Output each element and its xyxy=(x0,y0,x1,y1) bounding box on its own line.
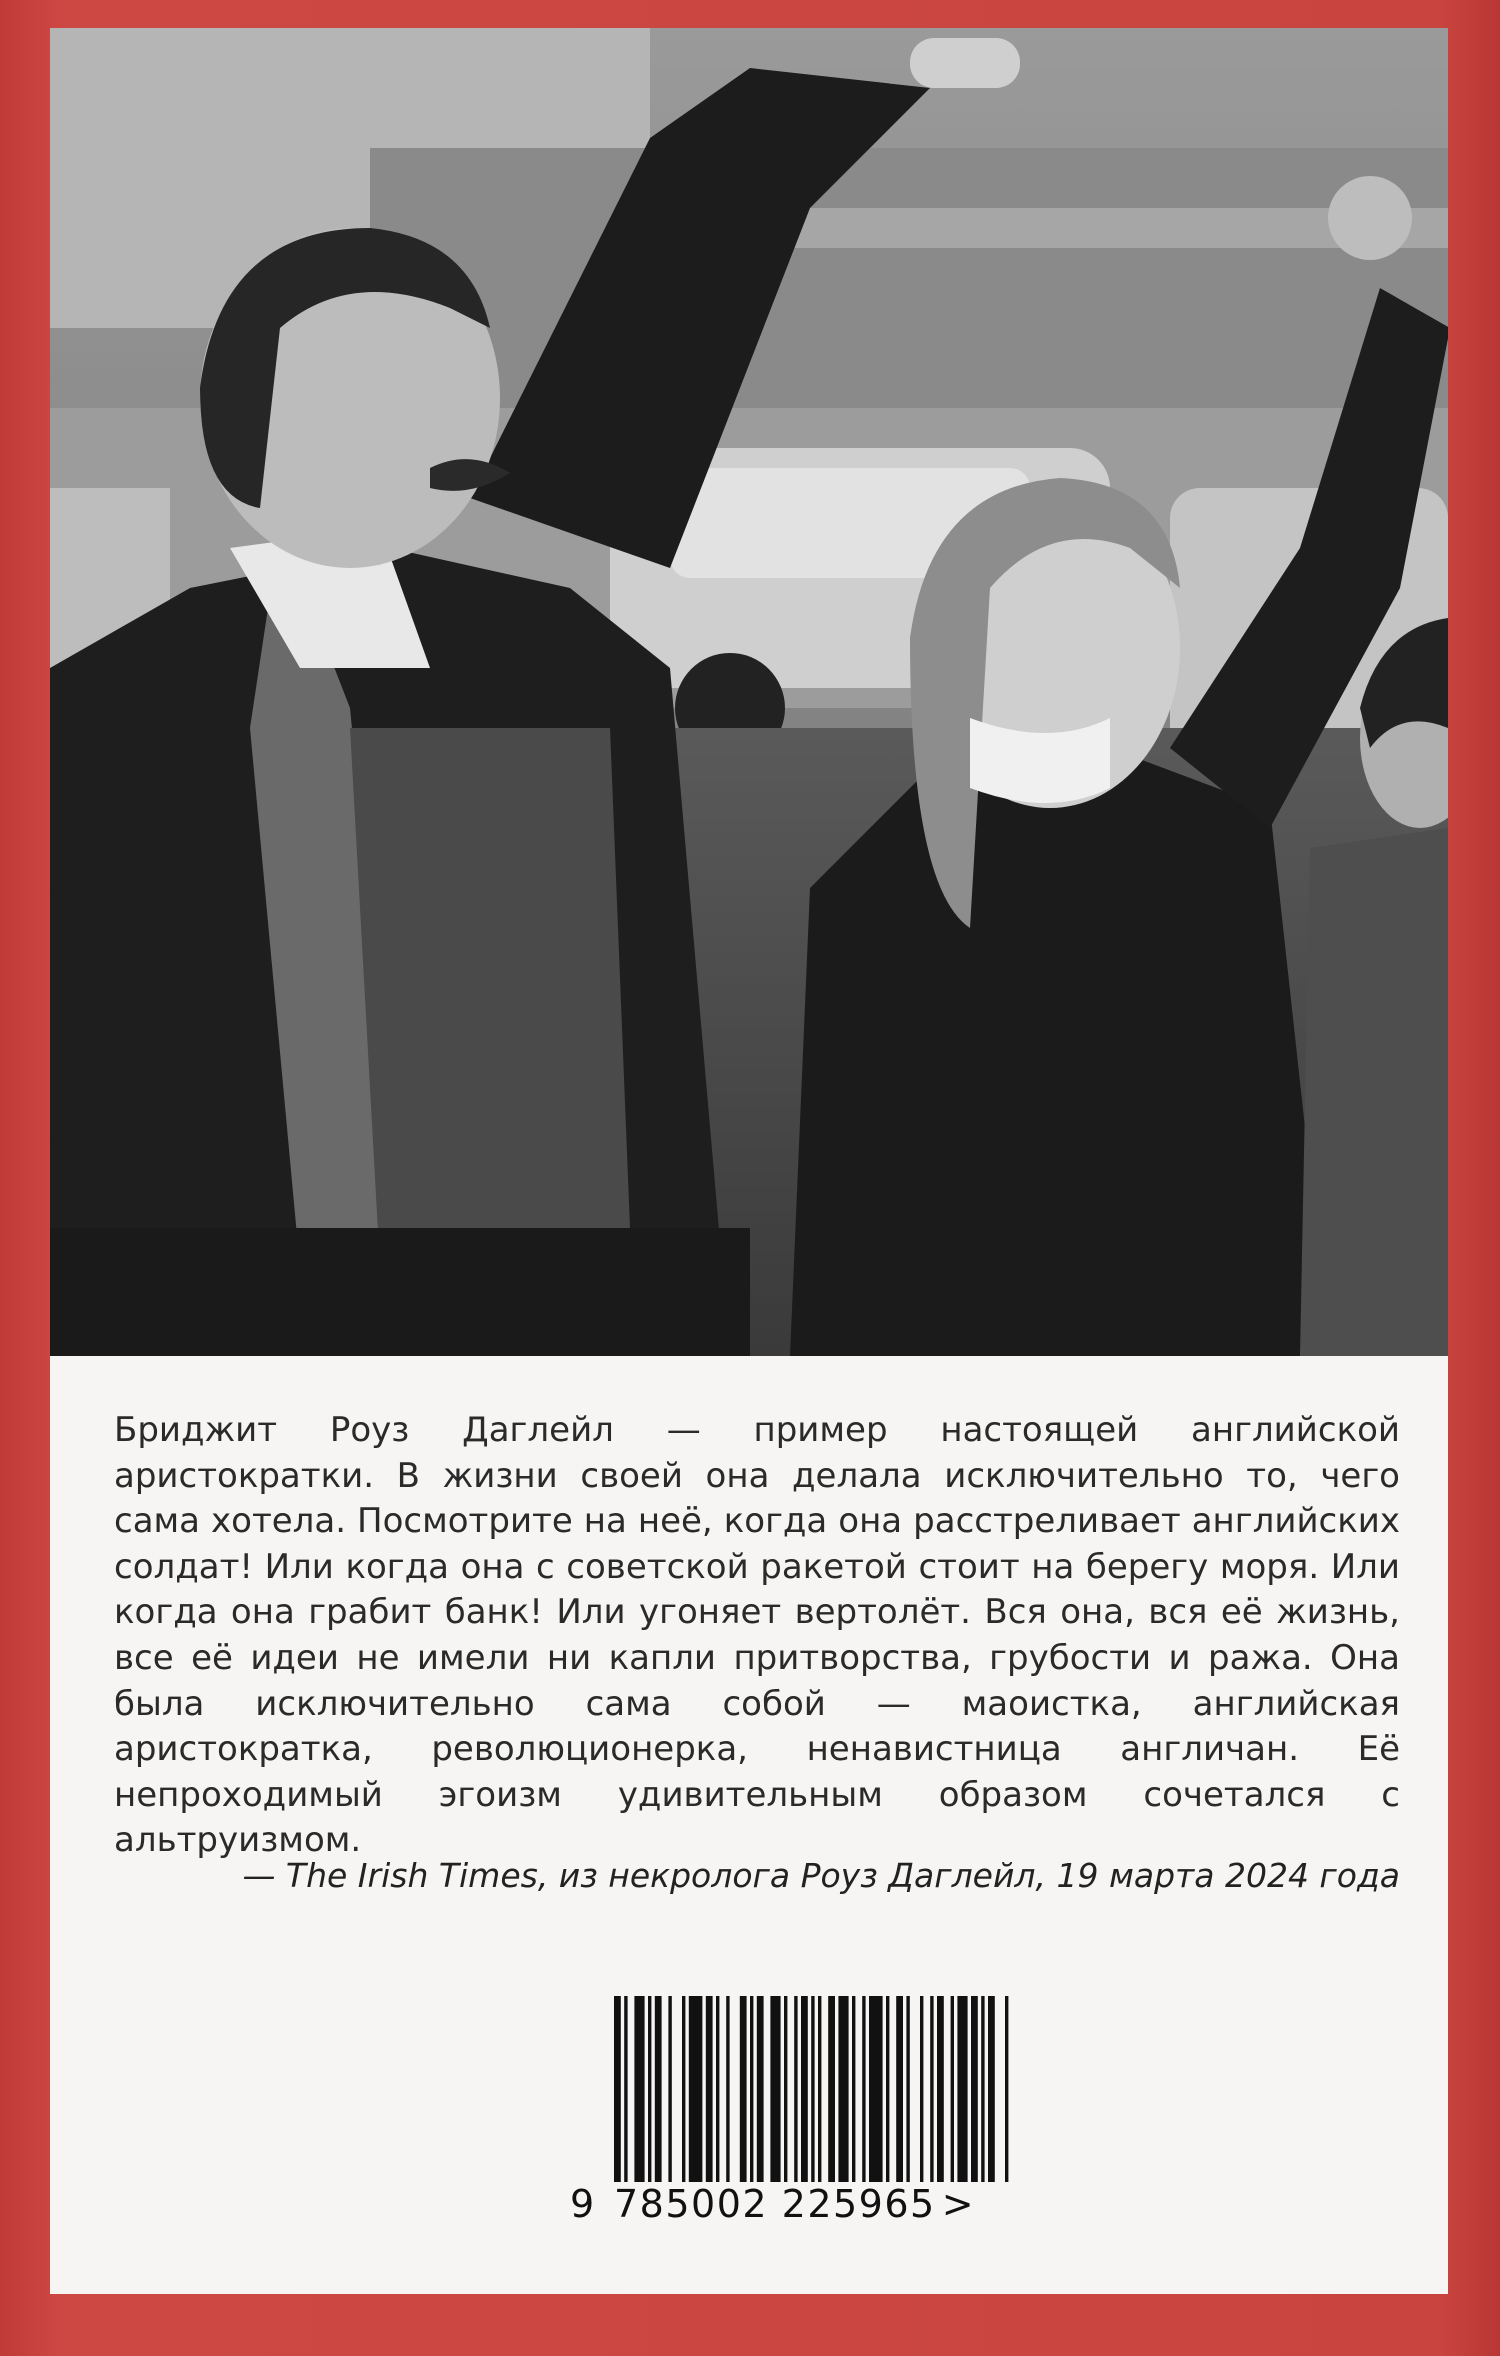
barcode-bar xyxy=(784,1996,787,2182)
barcode-bars xyxy=(570,1996,1040,2182)
barcode-bar xyxy=(828,1996,835,2182)
barcode-bar xyxy=(981,1996,984,2182)
barcode-bar xyxy=(838,1996,848,2182)
barcode-bar xyxy=(930,1996,933,2182)
barcode-bar xyxy=(937,1996,944,2182)
barcode-bar xyxy=(668,1996,671,2182)
isbn-barcode xyxy=(570,1996,1040,2236)
barcode-digits xyxy=(614,2182,975,2226)
barcode-bar xyxy=(801,1996,808,2182)
barcode-bar xyxy=(971,1996,978,2182)
barcode-bar xyxy=(740,1996,747,2182)
barcode-bar xyxy=(648,1996,651,2182)
barcode-bar xyxy=(726,1996,729,2182)
blurb-text: Бриджит Роуз Даглейл — пример настоящей английской аристократки. В жизни своей она делала исключительно то, чего сама хотела. Посмотрите на неё, когда она расстреливает английских солдат! Или когда она с советской ракетой стоит на берегу моря. Или когда она грабит банк! Или угоняет вертолёт. Вся она, вся её жизнь, все её идеи не имели ни капли притворства, грубости и ража. Она была исключительно сама собой — маоистка, английская аристократка, революционерка, ненавистница англичан. Её непроходимый эгоизм удивительным образом сочетался с альтруизмом. xyxy=(114,1410,1400,1861)
barcode-bar xyxy=(655,1996,662,2182)
barcode-digit-string: 785002 225965 xyxy=(614,2182,936,2226)
barcode-bar xyxy=(624,1996,627,2182)
barcode-bar xyxy=(818,1996,821,2182)
barcode-arrow: > xyxy=(941,2182,976,2226)
barcode-bar xyxy=(706,1996,713,2182)
barcode-lead-digit: 9 xyxy=(570,2182,595,2226)
barcode-bar xyxy=(794,1996,797,2182)
barcode-bar xyxy=(920,1996,923,2182)
quote-attribution: — The Irish Times, из некролога Роуз Даглейл, 19 марта 2024 года xyxy=(242,1856,1400,1895)
barcode-bar xyxy=(634,1996,644,2182)
barcode-bar xyxy=(957,1996,967,2182)
barcode-bar xyxy=(682,1996,685,2182)
cover-photo xyxy=(50,28,1448,1356)
barcode-bar xyxy=(862,1996,865,2182)
barcode-bar xyxy=(1005,1996,1008,2182)
barcode-bar xyxy=(896,1996,903,2182)
barcode-bar xyxy=(951,1996,954,2182)
barcode-bar xyxy=(852,1996,855,2182)
barcode-bar xyxy=(614,1996,621,2182)
barcode-bar xyxy=(869,1996,883,2182)
barcode-bar xyxy=(689,1996,703,2182)
barcode-bar xyxy=(906,1996,909,2182)
barcode-bar xyxy=(750,1996,753,2182)
barcode-bar xyxy=(886,1996,889,2182)
barcode-bar xyxy=(770,1996,780,2182)
barcode-bar xyxy=(757,1996,764,2182)
barcode-bar xyxy=(716,1996,719,2182)
protest-photo-illustration xyxy=(50,28,1448,1356)
blurb-panel xyxy=(50,1356,1448,2294)
barcode-bar xyxy=(988,1996,995,2182)
barcode-bar xyxy=(811,1996,814,2182)
